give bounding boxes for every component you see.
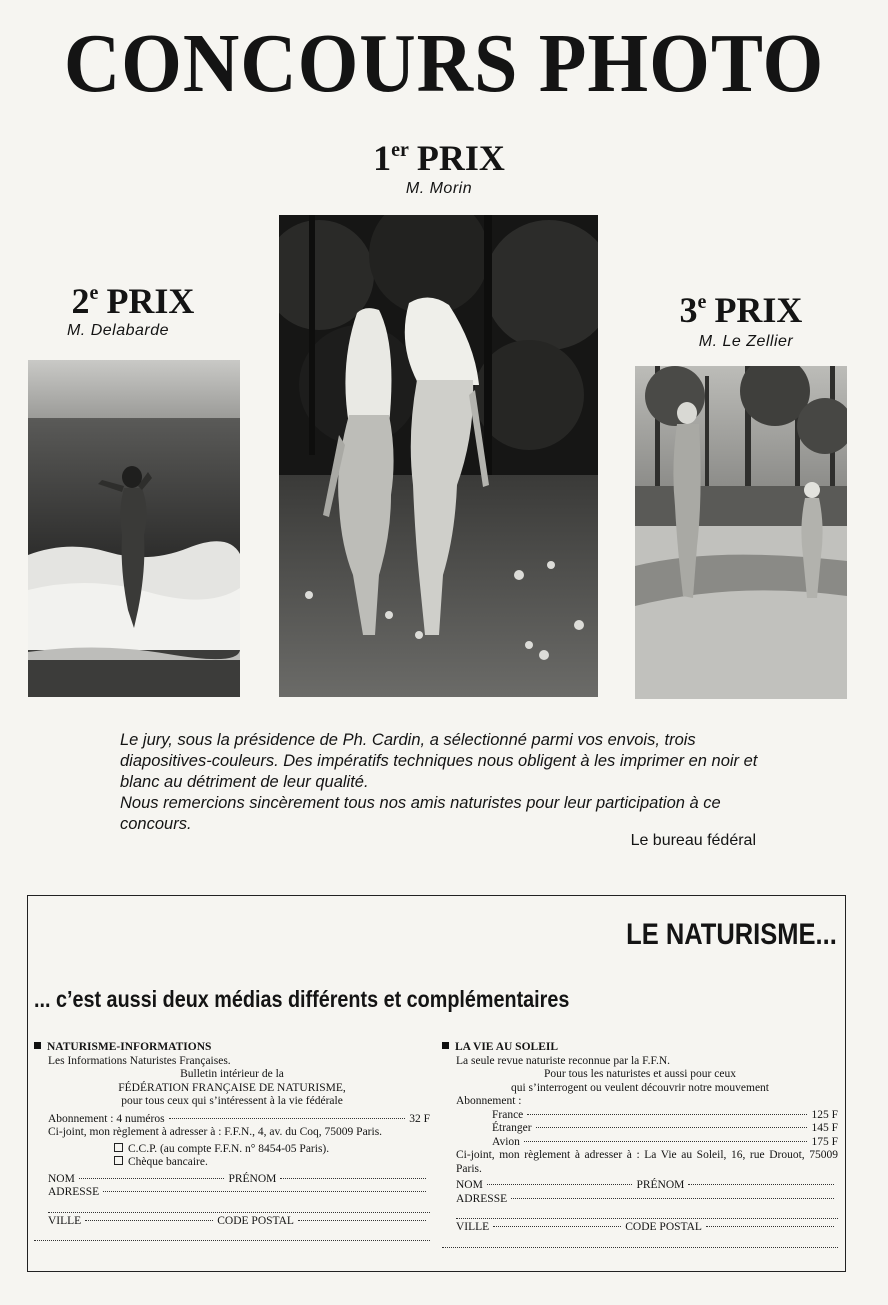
adresse-label: ADRESSE (456, 1192, 508, 1205)
prenom-field[interactable] (688, 1184, 834, 1185)
rate-price: 125 F (811, 1108, 838, 1121)
prenom-field[interactable] (280, 1178, 426, 1179)
first-prize-word: PRIX (416, 138, 505, 178)
heading-label: LA VIE AU SOLEIL (455, 1041, 559, 1053)
right-address-row (442, 1193, 838, 1207)
vie-au-soleil-heading (442, 1041, 838, 1055)
third-prize-number: 3 (679, 290, 698, 330)
third-prize-winner: M. Le Zellier (698, 333, 794, 350)
dot-leader (169, 1118, 406, 1119)
adresse-field[interactable] (511, 1198, 834, 1199)
dot-leader (536, 1127, 808, 1128)
nom-field[interactable] (79, 1178, 225, 1179)
ccp-option[interactable] (34, 1143, 430, 1157)
code-postal-field[interactable] (298, 1220, 426, 1221)
left-city-row (34, 1215, 430, 1229)
left-center-line-2: FÉDÉRATION FRANÇAISE DE NATURISME, (118, 1081, 346, 1094)
adresse-field-line-2[interactable] (48, 1200, 430, 1213)
rate-price: 175 F (811, 1135, 838, 1148)
adresse-field-line-2[interactable] (456, 1206, 838, 1219)
right-center-line-1: Pour tous les naturistes et aussi pour ceux (544, 1068, 736, 1080)
first-prize-number: 1 (373, 138, 392, 178)
first-prize-suffix: er (391, 139, 409, 161)
nom-field[interactable] (487, 1184, 633, 1185)
third-prize-heading (636, 282, 846, 330)
caption-paragraph-1: Le jury, sous la présidence de Ph. Cardin, a sélectionné parmi vos envois, trois diapositives-couleurs. Des impératifs techniques nous obligent à les imprimer en noir et blanc au détriment de leur qualité. (120, 731, 758, 791)
naturisme-informations-heading (34, 1041, 430, 1055)
dot-leader (524, 1141, 808, 1142)
ville-field[interactable] (85, 1220, 213, 1221)
rate-row-france (442, 1109, 838, 1123)
rate-row-etranger (442, 1122, 838, 1136)
prenom-label: PRÉNOM (228, 1172, 277, 1185)
nom-label: NOM (456, 1179, 483, 1191)
second-prize-word: PRIX (106, 281, 195, 321)
cheque-option[interactable] (34, 1156, 430, 1170)
second-prize-heading (28, 273, 238, 321)
ville-label: VILLE (456, 1221, 490, 1233)
left-center-line-1: Bulletin intérieur de la (180, 1068, 284, 1080)
square-bullet-icon (34, 1042, 41, 1049)
adresse-field[interactable] (103, 1191, 426, 1192)
abonnement-label: Abonnement : 4 numéros (48, 1112, 165, 1125)
abonnement-price: 32 F (409, 1112, 430, 1125)
right-subtitle: La seule revue naturiste reconnue par la F.F.N. (456, 1054, 671, 1067)
signature: Le bureau fédéral (630, 832, 756, 849)
jury-caption (120, 730, 760, 835)
left-extra-line[interactable] (34, 1228, 430, 1241)
heading-label: NATURISME-INFORMATIONS (47, 1041, 212, 1053)
ccp-label: C.C.P. (au compte F.F.N. n° 8454-05 Paris). (128, 1142, 330, 1155)
box-title: LE NATURISME... (626, 918, 837, 951)
first-prize-heading (284, 130, 594, 178)
subscription-box (27, 895, 846, 1272)
page-title: CONCOURS PHOTO (63, 17, 825, 110)
third-prize-photo (635, 366, 847, 699)
ville-field[interactable] (493, 1226, 621, 1227)
rate-label: Avion (492, 1135, 520, 1148)
rate-price: 145 F (811, 1122, 838, 1134)
second-prize-winner: M. Delabarde (66, 322, 170, 339)
cheque-label: Chèque bancaire. (128, 1156, 208, 1168)
naturisme-informations-column (34, 1041, 430, 1241)
left-name-row (34, 1173, 430, 1187)
left-subtitle: Les Informations Naturistes Françaises. (48, 1054, 231, 1067)
rate-label: Étranger (492, 1122, 532, 1134)
square-bullet-icon (442, 1042, 449, 1049)
box-tagline: ... c’est aussi deux médias différents et complémentaires (34, 986, 570, 1012)
ville-label: VILLE (48, 1214, 82, 1227)
left-address-row (34, 1186, 430, 1200)
ccp-checkbox[interactable] (114, 1143, 123, 1152)
left-payment-address: Ci-joint, mon règlement à adresser à : F.F.N., 4, av. du Coq, 75009 Paris. (48, 1126, 383, 1138)
nom-label: NOM (48, 1172, 75, 1185)
right-center-line-2: qui s’interrogent ou veulent découvrir notre mouvement (510, 1081, 770, 1094)
right-abonnement-label: Abonnement : (456, 1095, 522, 1107)
dot-leader (527, 1114, 807, 1115)
caption-paragraph-2: Nous remercions sincèrement tous nos amis naturistes pour leur participation à ce concours. (120, 794, 721, 833)
third-prize-suffix: e (697, 291, 707, 313)
adresse-label: ADRESSE (48, 1186, 100, 1198)
right-payment-address: Ci-joint, mon règlement à adresser à : La Vie au Soleil, 16, rue Drouot, 75009 Paris. (456, 1149, 838, 1175)
second-prize-photo (28, 360, 240, 697)
left-abonnement-row (34, 1113, 430, 1127)
code-postal-field[interactable] (706, 1226, 834, 1227)
prenom-label: PRÉNOM (636, 1179, 685, 1191)
first-prize-winner: M. Morin (405, 180, 473, 197)
second-prize-suffix: e (89, 282, 99, 304)
code-postal-label: CODE POSTAL (625, 1221, 702, 1233)
vie-au-soleil-column (442, 1041, 838, 1248)
left-center-line-3: pour tous ceux qui s’intéressent à la vie fédérale (121, 1095, 343, 1107)
first-prize-photo (279, 215, 598, 697)
rate-label: France (492, 1108, 524, 1121)
code-postal-label: CODE POSTAL (217, 1214, 294, 1227)
right-name-row (442, 1179, 838, 1193)
right-extra-line[interactable] (442, 1235, 838, 1248)
second-prize-number: 2 (71, 281, 90, 321)
rate-row-avion (442, 1136, 838, 1150)
right-city-row (442, 1221, 838, 1235)
third-prize-word: PRIX (714, 290, 803, 330)
cheque-checkbox[interactable] (114, 1156, 123, 1165)
